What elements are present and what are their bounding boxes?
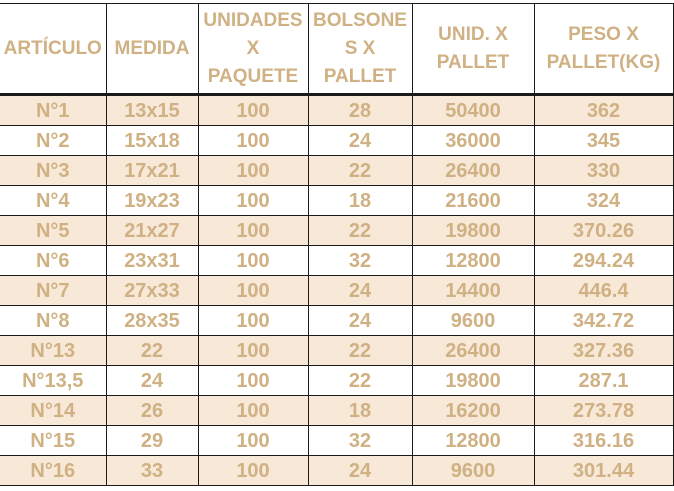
cell-medida: 17x21 xyxy=(106,156,198,186)
cell-unidades: 100 xyxy=(198,156,308,186)
cell-peso: 327.36 xyxy=(534,336,673,366)
cell-peso: 301.44 xyxy=(534,456,673,486)
cell-unid-pallet: 14400 xyxy=(412,276,534,306)
cell-articulo: N°6 xyxy=(0,246,106,276)
header-line: PALLET(KG) xyxy=(546,51,661,73)
table-row xyxy=(0,456,673,486)
cell-bolsones: 24 xyxy=(308,306,412,336)
cell-articulo: N°16 xyxy=(0,456,106,486)
header-peso-x-pallet xyxy=(534,4,673,95)
cell-articulo: N°8 xyxy=(0,306,106,336)
cell-articulo: N°13,5 xyxy=(0,366,106,396)
table-row xyxy=(0,276,673,306)
table-row xyxy=(0,306,673,336)
cell-unid-pallet: 19800 xyxy=(412,366,534,396)
table-row xyxy=(0,126,673,156)
cell-unidades: 100 xyxy=(198,366,308,396)
table-row xyxy=(0,186,673,216)
cell-medida: 33 xyxy=(106,456,198,486)
cell-peso: 370.26 xyxy=(534,216,673,246)
header-row xyxy=(0,4,673,95)
header-unid-x-pallet xyxy=(412,4,534,95)
cell-medida: 24 xyxy=(106,366,198,396)
cell-peso: 316.16 xyxy=(534,426,673,456)
product-table xyxy=(0,3,674,486)
table-row xyxy=(0,366,673,396)
cell-unidades: 100 xyxy=(198,396,308,426)
header-line: S X xyxy=(344,37,376,59)
cell-articulo: N°3 xyxy=(0,156,106,186)
cell-articulo: N°1 xyxy=(0,95,106,126)
cell-medida: 29 xyxy=(106,426,198,456)
cell-unidades: 100 xyxy=(198,216,308,246)
header-line: UNID. X xyxy=(438,23,508,45)
cell-bolsones: 24 xyxy=(308,126,412,156)
cell-bolsones: 28 xyxy=(308,95,412,126)
cell-bolsones: 24 xyxy=(308,456,412,486)
cell-bolsones: 24 xyxy=(308,276,412,306)
cell-bolsones: 22 xyxy=(308,336,412,366)
table-row xyxy=(0,95,673,126)
cell-unidades: 100 xyxy=(198,186,308,216)
header-articulo xyxy=(0,4,106,95)
header-line: PALLET xyxy=(436,51,510,73)
cell-unidades: 100 xyxy=(198,336,308,366)
cell-peso: 446.4 xyxy=(534,276,673,306)
cell-medida: 28x35 xyxy=(106,306,198,336)
header-line: X xyxy=(246,37,260,59)
cell-unid-pallet: 26400 xyxy=(412,156,534,186)
cell-medida: 23x31 xyxy=(106,246,198,276)
cell-medida: 26 xyxy=(106,396,198,426)
cell-medida: 22 xyxy=(106,336,198,366)
cell-articulo: N°13 xyxy=(0,336,106,366)
cell-peso: 345 xyxy=(534,126,673,156)
cell-unid-pallet: 16200 xyxy=(412,396,534,426)
cell-medida: 19x23 xyxy=(106,186,198,216)
cell-articulo: N°4 xyxy=(0,186,106,216)
table-row xyxy=(0,156,673,186)
cell-articulo: N°2 xyxy=(0,126,106,156)
cell-peso: 362 xyxy=(534,95,673,126)
header-line: PALLET xyxy=(323,65,397,87)
header-line: BOLSONE xyxy=(313,9,407,31)
cell-unidades: 100 xyxy=(198,126,308,156)
cell-bolsones: 22 xyxy=(308,216,412,246)
cell-unid-pallet: 12800 xyxy=(412,246,534,276)
table-header xyxy=(0,4,673,95)
header-line: ARTÍCULO xyxy=(3,37,102,59)
cell-medida: 15x18 xyxy=(106,126,198,156)
header-line: PAQUETE xyxy=(207,65,299,87)
cell-articulo: N°5 xyxy=(0,216,106,246)
header-bolsones-x-pallet xyxy=(308,4,412,95)
cell-bolsones: 18 xyxy=(308,186,412,216)
header-unidades-x-paquete xyxy=(198,4,308,95)
cell-unid-pallet: 19800 xyxy=(412,216,534,246)
cell-peso: 287.1 xyxy=(534,366,673,396)
cell-unidades: 100 xyxy=(198,306,308,336)
cell-peso: 342.72 xyxy=(534,306,673,336)
cell-medida: 21x27 xyxy=(106,216,198,246)
cell-bolsones: 22 xyxy=(308,156,412,186)
cell-unidades: 100 xyxy=(198,456,308,486)
cell-medida: 13x15 xyxy=(106,95,198,126)
cell-peso: 330 xyxy=(534,156,673,186)
cell-unid-pallet: 12800 xyxy=(412,426,534,456)
cell-bolsones: 22 xyxy=(308,366,412,396)
table-row xyxy=(0,426,673,456)
cell-unidades: 100 xyxy=(198,426,308,456)
cell-unid-pallet: 26400 xyxy=(412,336,534,366)
cell-unid-pallet: 21600 xyxy=(412,186,534,216)
header-line: PESO X xyxy=(568,23,639,45)
table-row xyxy=(0,246,673,276)
table-row xyxy=(0,216,673,246)
cell-unid-pallet: 36000 xyxy=(412,126,534,156)
cell-bolsones: 32 xyxy=(308,426,412,456)
cell-medida: 27x33 xyxy=(106,276,198,306)
table-body xyxy=(0,95,673,486)
table-row xyxy=(0,336,673,366)
cell-peso: 324 xyxy=(534,186,673,216)
cell-unidades: 100 xyxy=(198,276,308,306)
cell-peso: 294.24 xyxy=(534,246,673,276)
cell-unidades: 100 xyxy=(198,95,308,126)
cell-unidades: 100 xyxy=(198,246,308,276)
table-row xyxy=(0,396,673,426)
cell-bolsones: 18 xyxy=(308,396,412,426)
cell-unid-pallet: 9600 xyxy=(412,306,534,336)
cell-unid-pallet: 50400 xyxy=(412,95,534,126)
header-line: UNIDADES xyxy=(203,9,303,31)
header-line: MEDIDA xyxy=(114,37,190,59)
cell-unid-pallet: 9600 xyxy=(412,456,534,486)
cell-articulo: N°14 xyxy=(0,396,106,426)
cell-bolsones: 32 xyxy=(308,246,412,276)
cell-articulo: N°7 xyxy=(0,276,106,306)
cell-articulo: N°15 xyxy=(0,426,106,456)
cell-peso: 273.78 xyxy=(534,396,673,426)
header-medida xyxy=(106,4,198,95)
